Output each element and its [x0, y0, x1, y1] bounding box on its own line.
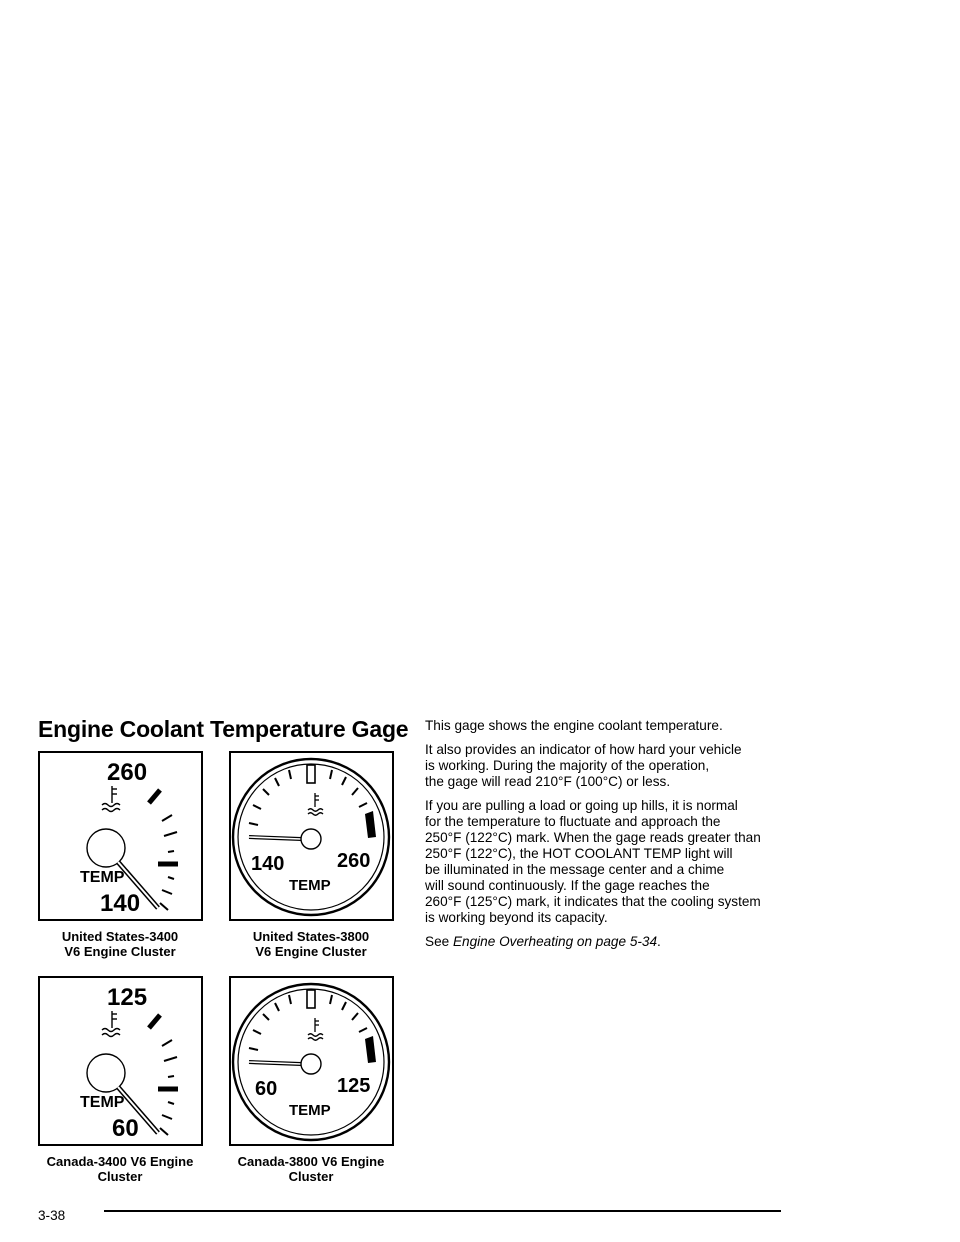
- dial-bottom-value: 60: [112, 1115, 139, 1142]
- page-number: 3-38: [38, 1208, 66, 1223]
- paragraph-3: If you are pulling a load or going up hills, it is normal for the temperature to fluctuate and approach the 250°F (122°C) mark. When the gage reads greater than 250°F (122°C), the HOT COOLANT TEMP light will be illuminated in the message center and a chime will sound continuously. If the gage reaches the 260°F (125°C) mark, it indicates that the cooling system is working beyond its capacity.: [425, 798, 761, 925]
- caption-canada-3800: Canada-3800 V6 Engine Cluster: [237, 1154, 385, 1184]
- dial-label: TEMP: [80, 869, 125, 886]
- dial-left-value: 140: [251, 853, 285, 875]
- dial-top-value: 260: [107, 759, 148, 786]
- dial-bottom-value: 140: [100, 890, 141, 917]
- canada-3400-gauge: [40, 978, 201, 1144]
- us-3800-gauge: [231, 753, 392, 919]
- needle-hub: [301, 1054, 321, 1074]
- caption-canada-3400: Canada-3400 V6 Engine Cluster: [46, 1154, 194, 1184]
- figure-us-3400: [38, 751, 203, 921]
- dial-label: TEMP: [289, 1102, 331, 1119]
- paragraph-1: This gage shows the engine coolant temperature.: [425, 718, 723, 733]
- dial-right-value: 125: [337, 1075, 371, 1097]
- caption-us-3400: United States-3400 V6 Engine Cluster: [61, 929, 179, 959]
- gauge-ticks: [149, 790, 178, 910]
- coolant-temperature-icon: [102, 1011, 120, 1037]
- coolant-temperature-icon: [308, 793, 323, 815]
- caption-us-3800: United States-3800 V6 Engine Cluster: [252, 929, 370, 959]
- dial-top-value: 125: [107, 984, 148, 1011]
- dial-label: TEMP: [80, 1094, 125, 1111]
- dial-left-value: 60: [255, 1078, 278, 1100]
- paragraph-4: See Engine Overheating on page 5-34.: [425, 934, 661, 949]
- figure-canada-3800: [229, 976, 394, 1146]
- body-text: [425, 718, 785, 958]
- paragraph-2: It also provides an indicator of how hard your vehicle is working. During the majority of the operation, the gage will read 210°F (100°C) or less.: [425, 742, 742, 789]
- us-3400-gauge: [40, 753, 201, 919]
- figure-us-3800: [229, 751, 394, 921]
- figure-canada-3400: [38, 976, 203, 1146]
- dial-right-value: 260: [337, 850, 371, 872]
- footer-rule: [104, 1210, 781, 1212]
- gauge-ticks: [149, 1015, 178, 1135]
- coolant-temperature-icon: [308, 1018, 323, 1040]
- coolant-temperature-icon: [102, 786, 120, 812]
- cross-reference-link[interactable]: Engine Overheating on page 5-34: [452, 934, 658, 949]
- dial-label: TEMP: [289, 877, 331, 894]
- canada-3800-gauge: [231, 978, 392, 1144]
- needle-hub: [301, 829, 321, 849]
- section-heading: Engine Coolant Temperature Gage: [38, 716, 409, 742]
